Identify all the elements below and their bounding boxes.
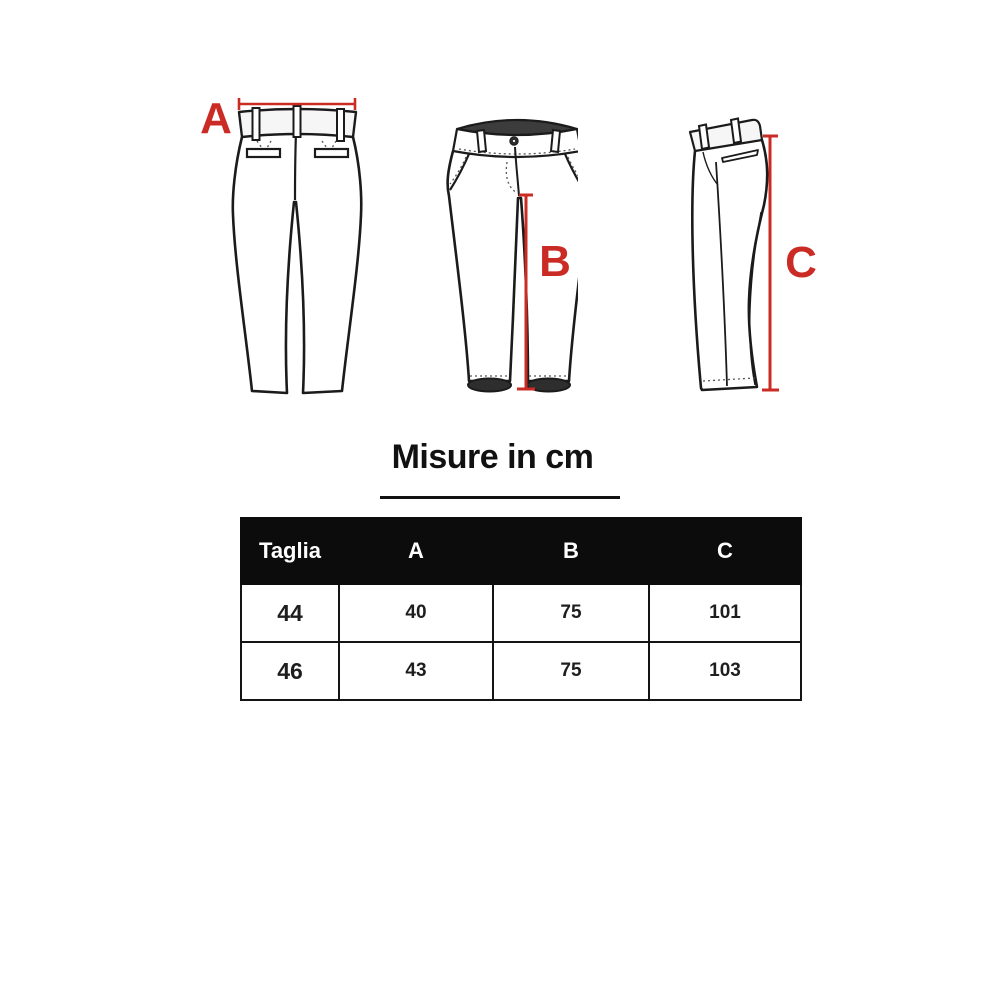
pants-back-outline bbox=[233, 137, 361, 393]
size-table bbox=[240, 517, 802, 701]
measure-label-a: A bbox=[200, 94, 232, 143]
pants-side-view-diagram bbox=[675, 108, 825, 408]
table-row-size-44 bbox=[241, 584, 801, 642]
header-a: A bbox=[339, 518, 493, 584]
cell-46-c: 103 bbox=[649, 642, 801, 700]
title-underline bbox=[380, 496, 620, 499]
measure-label-b: B bbox=[539, 237, 571, 286]
cell-46-a: 43 bbox=[339, 642, 493, 700]
cell-taglia-46: 46 bbox=[241, 642, 339, 700]
header-c: C bbox=[649, 518, 801, 584]
pants-front-view-diagram bbox=[438, 103, 578, 413]
pants-side-outline bbox=[692, 140, 767, 390]
table-row-size-46 bbox=[241, 642, 801, 700]
center-back-seam bbox=[295, 133, 296, 200]
table-header-row bbox=[241, 518, 801, 584]
cell-44-c: 101 bbox=[649, 584, 801, 642]
measure-label-c: C bbox=[785, 238, 817, 287]
cell-46-b: 75 bbox=[493, 642, 649, 700]
cell-44-b: 75 bbox=[493, 584, 649, 642]
waist-button-center bbox=[513, 140, 515, 142]
header-b: B bbox=[493, 518, 649, 584]
left-hem-opening bbox=[468, 379, 511, 392]
pants-back-view-diagram bbox=[195, 88, 375, 413]
cell-44-a: 40 bbox=[339, 584, 493, 642]
header-taglia: Taglia bbox=[241, 518, 339, 584]
cell-taglia-44: 44 bbox=[241, 584, 339, 642]
page-title: Misure in cm bbox=[391, 438, 594, 476]
